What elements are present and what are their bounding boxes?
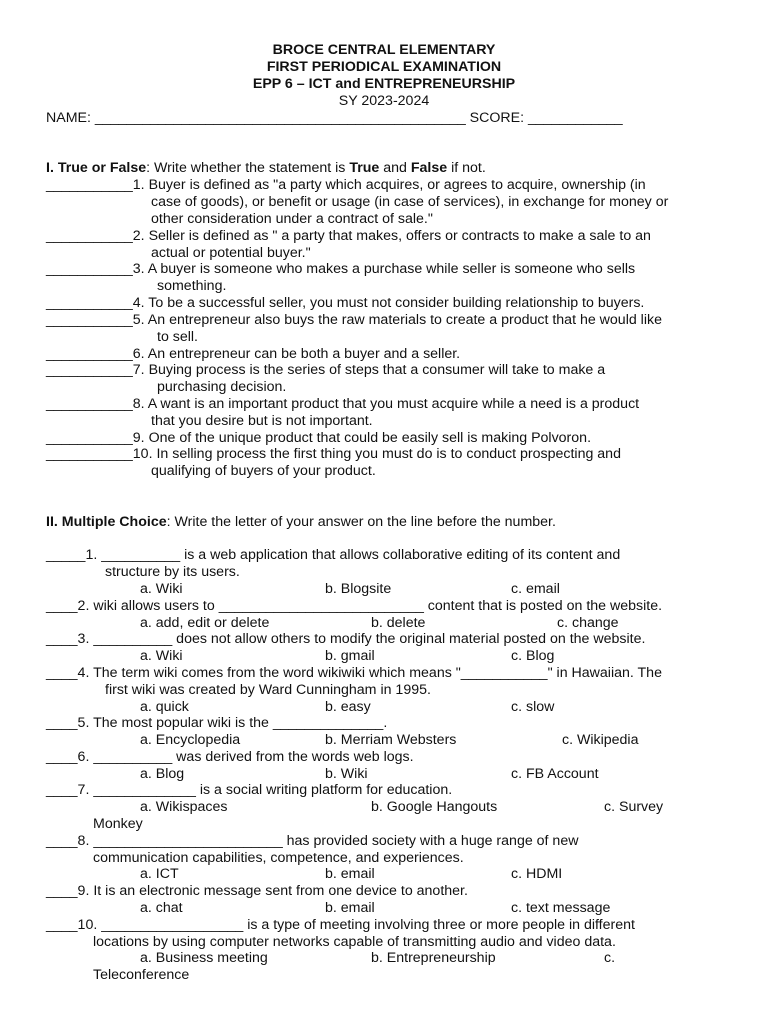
- true-word: True: [349, 160, 380, 176]
- tf-item: ___________7. Buying process is the series of steps that a consumer will take to make a: [46, 362, 606, 378]
- choice-c: c. Wikipedia: [562, 732, 639, 748]
- choice-b: b. easy: [325, 699, 371, 715]
- part2-instr: : Write the letter of your answer on the line before the number.: [166, 514, 556, 530]
- mc-item-cont: Monkey: [93, 816, 143, 832]
- choice-b: b. gmail: [325, 648, 375, 664]
- choice-a: a. add, edit or delete: [140, 615, 270, 631]
- choice-c: c. email: [511, 581, 560, 597]
- tf-item-cont: something.: [157, 278, 227, 294]
- choice-c: c. Survey: [604, 799, 664, 815]
- part2-title: II. Multiple Choice: [46, 514, 167, 530]
- choice-c: c. text message: [511, 900, 611, 916]
- choice-b: b. Blogsite: [325, 581, 392, 597]
- mc-item: ____5. The most popular wiki is the ______________.: [46, 715, 388, 731]
- mc-item-cont: communication capabilities, competence, and experiences.: [93, 850, 464, 866]
- tf-item: ___________10. In selling process the first thing you must do is to conduct prospecting and: [46, 446, 621, 462]
- subject-title: EPP 6 – ICT and ENTREPRENEURSHIP: [252, 76, 516, 92]
- choice-b: b. email: [325, 866, 375, 882]
- tf-item-cont: purchasing decision.: [157, 379, 287, 395]
- mc-item: _____1. __________ is a web application that allows collaborative editing of its content and: [46, 547, 621, 563]
- mc-item: ____4. The term wiki comes from the word wikiwiki which means "___________" in Hawaiian. The: [46, 665, 662, 681]
- choice-a: a. Wikispaces: [140, 799, 228, 815]
- choice-c: c. Blog: [511, 648, 555, 664]
- part1-instr-c: if not.: [447, 160, 486, 176]
- tf-item: ___________9. One of the unique product that could be easily sell is making Polvoron.: [46, 430, 592, 446]
- choice-c: c. FB Account: [511, 766, 599, 782]
- choice-b: b. email: [325, 900, 375, 916]
- mc-item: ____8. ________________________ has provided society with a huge range of new: [46, 833, 579, 849]
- mc-item: ____9. It is an electronic message sent from one device to another.: [46, 883, 468, 899]
- name-score-line: NAME: _______________________________________________ SCORE: ____________: [46, 110, 623, 126]
- tf-item: ___________8. A want is an important product that you must acquire while a need is a product: [46, 396, 640, 412]
- part1-heading: [46, 160, 486, 177]
- tf-item-cont: qualifying of buyers of your product.: [151, 463, 376, 479]
- part2-heading: [46, 514, 556, 531]
- choice-b: b. delete: [371, 615, 426, 631]
- tf-item-cont: to sell.: [157, 329, 199, 345]
- mc-item-cont: locations by using computer networks capable of transmitting audio and video data.: [93, 934, 616, 950]
- part1-title: I. True or False: [46, 160, 147, 176]
- choice-a: a. ICT: [140, 866, 179, 882]
- tf-item: ___________5. An entrepreneur also buys the raw materials to create a product that he would like: [46, 312, 662, 328]
- tf-item-cont: that you desire but is not important.: [151, 413, 373, 429]
- tf-item: ___________4. To be a successful seller, you must not consider building relationship to buyers.: [46, 295, 645, 311]
- choice-a: a. Business meeting: [140, 950, 268, 966]
- choice-c: c.: [604, 950, 616, 966]
- tf-item-cont: actual or potential buyer.": [151, 245, 311, 261]
- choice-a: a. Encyclopedia: [140, 732, 241, 748]
- choice-a: a. quick: [140, 699, 189, 715]
- mc-item: ____3. __________ does not allow others to modify the original material posted on the website.: [46, 631, 646, 647]
- mc-item-cont: structure by its users.: [105, 564, 240, 580]
- choice-a: a. Blog: [140, 766, 185, 782]
- choice-a: a. chat: [140, 900, 183, 916]
- choice-b: b. Entrepreneurship: [371, 950, 496, 966]
- mc-item: ____6. __________ was derived from the words web logs.: [46, 749, 414, 765]
- mc-item: ____7. _____________ is a social writing platform for education.: [46, 782, 453, 798]
- choice-b: b. Wiki: [325, 766, 368, 782]
- choice-b: b. Merriam Websters: [325, 732, 457, 748]
- tf-item: ___________2. Seller is defined as " a party that makes, offers or contracts to make a sale to an: [46, 228, 651, 244]
- choice-a: a. Wiki: [140, 581, 183, 597]
- part1-instr-b: and: [379, 160, 411, 176]
- part1-instr-a: : Write whether the statement is: [146, 160, 350, 176]
- school-year: SY 2023-2024: [338, 93, 430, 109]
- false-word: False: [410, 160, 448, 176]
- tf-item: ___________1. Buyer is defined as "a party which acquires, or agrees to acquire, ownership (in: [46, 177, 646, 193]
- exam-title: FIRST PERIODICAL EXAMINATION: [266, 59, 502, 75]
- choice-a: a. Wiki: [140, 648, 183, 664]
- choice-c: c. slow: [511, 699, 555, 715]
- tf-item: ___________6. An entrepreneur can be both a buyer and a seller.: [46, 346, 461, 362]
- tf-item: ___________3. A buyer is someone who makes a purchase while seller is someone who sells: [46, 261, 636, 277]
- mc-item: ____2. wiki allows users to __________________________ content that is posted on the website.: [46, 598, 663, 614]
- school-name: BROCE CENTRAL ELEMENTARY: [272, 42, 496, 58]
- choice-c: c. HDMI: [511, 866, 563, 882]
- mc-item-cont: first wiki was created by Ward Cunningham in 1995.: [105, 682, 431, 698]
- tf-item-cont: other consideration under a contract of sale.": [151, 211, 433, 227]
- mc-item-cont: Teleconference: [93, 967, 190, 983]
- choice-c: c. change: [557, 615, 619, 631]
- mc-item: ____10. __________________ is a type of meeting involving three or more people in different: [46, 917, 635, 933]
- choice-b: b. Google Hangouts: [371, 799, 498, 815]
- tf-item-cont: case of goods), or benefit or usage (in case of services), in exchange for money or: [151, 194, 669, 210]
